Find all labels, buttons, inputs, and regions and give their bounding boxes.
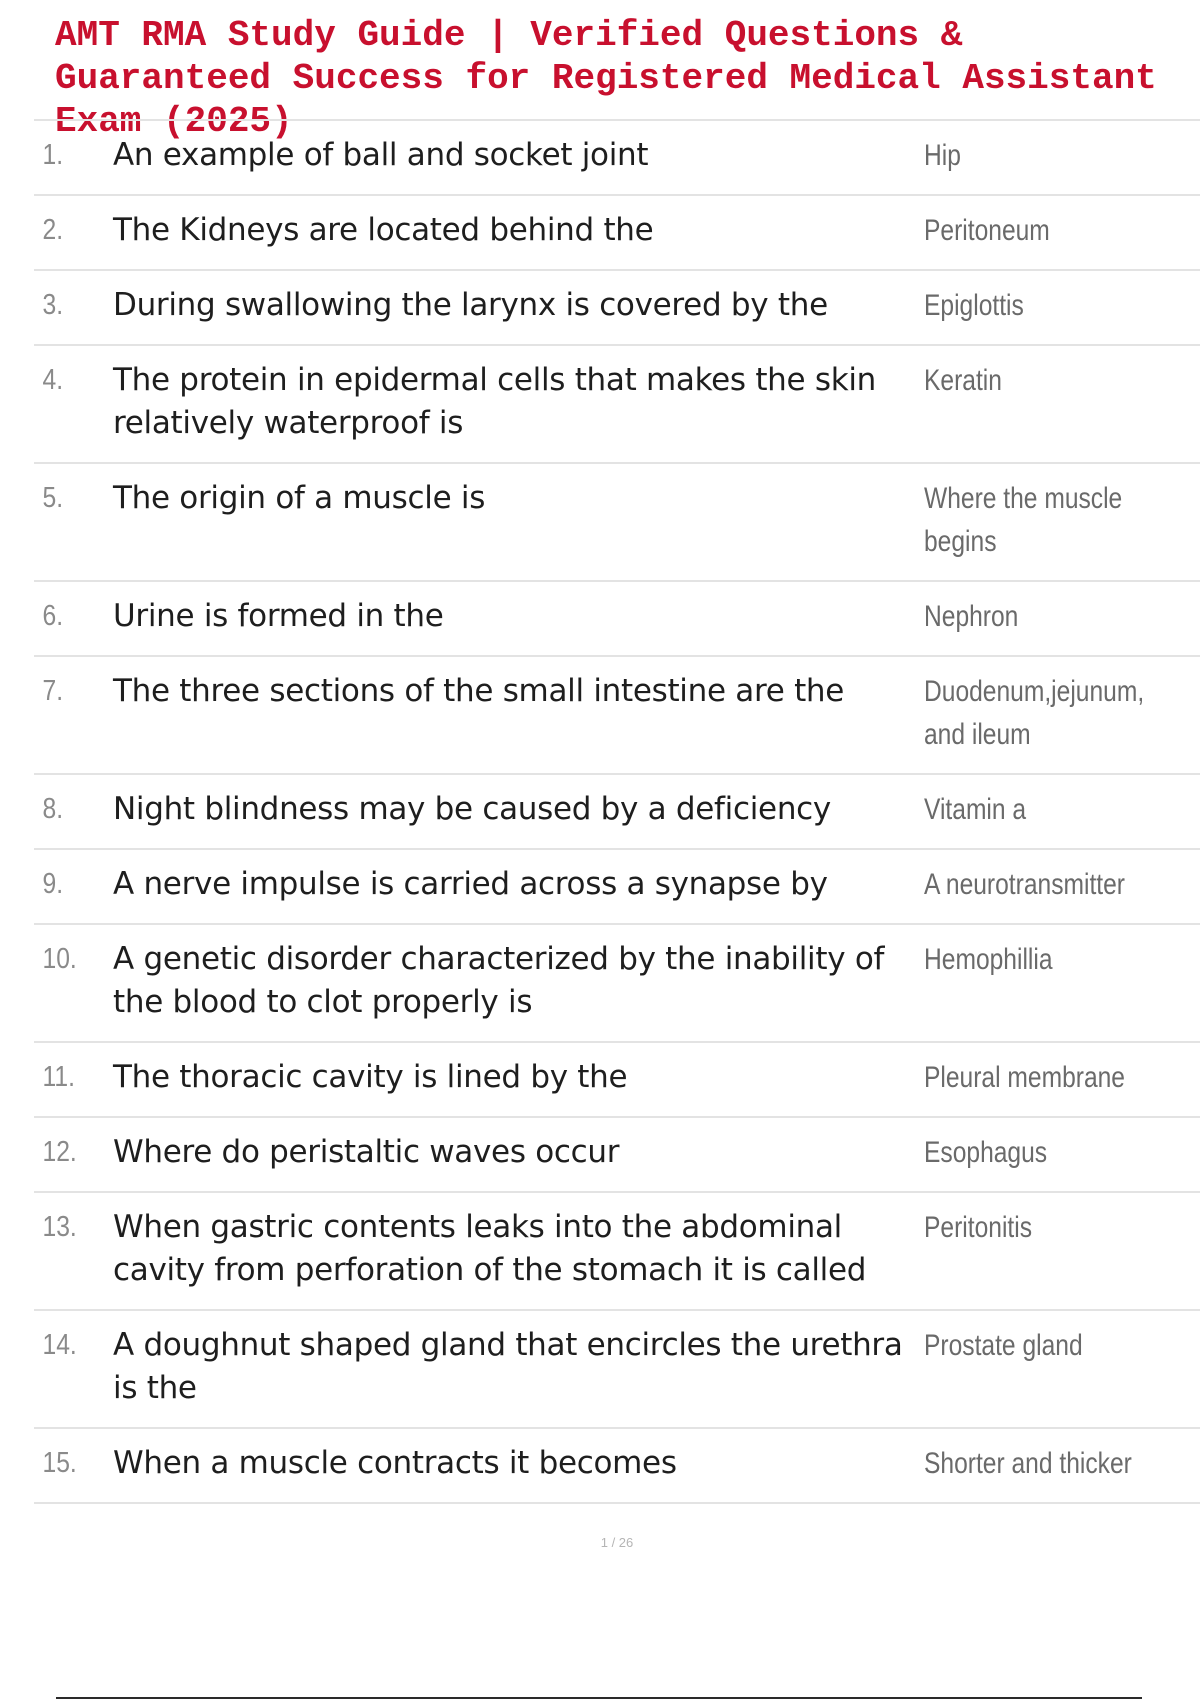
qa-row (34, 1193, 1200, 1311)
qa-number: 1. (42, 139, 64, 171)
qa-answer: Vitamin a (924, 793, 1027, 826)
qa-row (34, 850, 1200, 925)
qa-question: Where do peristaltic waves occur (113, 1134, 620, 1170)
page-bottom-divider (56, 1697, 1142, 1699)
qa-row (34, 1043, 1200, 1118)
qa-number: 2. (42, 214, 64, 246)
qa-number: 3. (42, 289, 64, 321)
qa-row (34, 775, 1200, 850)
qa-question: A doughnut shaped gland that encircles the urethra is the (113, 1327, 903, 1406)
qa-question: During swallowing the larynx is covered by the (113, 287, 828, 323)
qa-question: When gastric contents leaks into the abdominal cavity from perforation of the stomach it is called (113, 1209, 867, 1288)
qa-number: 8. (42, 793, 64, 825)
qa-row (34, 271, 1200, 346)
qa-row (34, 657, 1200, 775)
document-title: AMT RMA Study Guide | Verified Questions & Guaranteed Success for Registered Medical Assistant Exam (2025) (55, 15, 1157, 142)
qa-question: The Kidneys are located behind the (113, 212, 654, 248)
qa-answer: Pleural membrane (924, 1061, 1126, 1094)
qa-question: An example of ball and socket joint (113, 137, 649, 173)
qa-number: 13. (42, 1211, 77, 1243)
qa-answer: Esophagus (924, 1136, 1048, 1169)
qa-question: The origin of a muscle is (113, 480, 486, 516)
qa-answer: Shorter and thicker (924, 1447, 1132, 1480)
qa-number: 15. (42, 1447, 77, 1479)
qa-answer: Hemophillia (924, 943, 1053, 976)
qa-row (34, 582, 1200, 657)
qa-number: 5. (42, 482, 64, 514)
qa-number: 12. (42, 1136, 77, 1168)
qa-answer: Prostate gland (924, 1329, 1083, 1362)
page-number: 1 / 26 (600, 1535, 634, 1550)
qa-number: 10. (42, 943, 77, 975)
qa-question: A nerve impulse is carried across a synapse by (113, 866, 828, 902)
qa-list (34, 119, 1200, 1504)
qa-row (34, 1118, 1200, 1193)
qa-question: The three sections of the small intestine are the (113, 673, 845, 709)
qa-row (34, 196, 1200, 271)
qa-row (34, 1311, 1200, 1429)
qa-answer: Peritoneum (924, 214, 1050, 247)
qa-row (34, 346, 1200, 464)
qa-question: The thoracic cavity is lined by the (113, 1059, 628, 1095)
qa-answer: Peritonitis (924, 1211, 1033, 1244)
qa-answer: Keratin (924, 364, 1002, 397)
qa-row (34, 1429, 1200, 1504)
qa-number: 14. (42, 1329, 77, 1361)
qa-number: 9. (42, 868, 64, 900)
qa-number: 6. (42, 600, 64, 632)
qa-answer: Epiglottis (924, 289, 1024, 322)
qa-question: When a muscle contracts it becomes (113, 1445, 677, 1481)
qa-answer: Where the muscle begins (924, 482, 1123, 558)
qa-number: 11. (42, 1061, 75, 1093)
qa-answer: Nephron (924, 600, 1019, 633)
qa-question: A genetic disorder characterized by the inability of the blood to clot properly is (113, 941, 885, 1020)
qa-row (34, 925, 1200, 1043)
qa-answer: Duodenum,jejunum, and ileum (924, 675, 1145, 751)
qa-row (34, 464, 1200, 582)
qa-number: 4. (42, 364, 64, 396)
qa-question: Urine is formed in the (113, 598, 444, 634)
qa-question: Night blindness may be caused by a deficiency (113, 791, 831, 827)
qa-answer: A neurotransmitter (924, 868, 1126, 901)
qa-question: The protein in epidermal cells that makes the skin relatively waterproof is (113, 362, 877, 441)
qa-number: 7. (42, 675, 64, 707)
qa-row (34, 121, 1200, 196)
qa-answer: Hip (924, 139, 961, 172)
